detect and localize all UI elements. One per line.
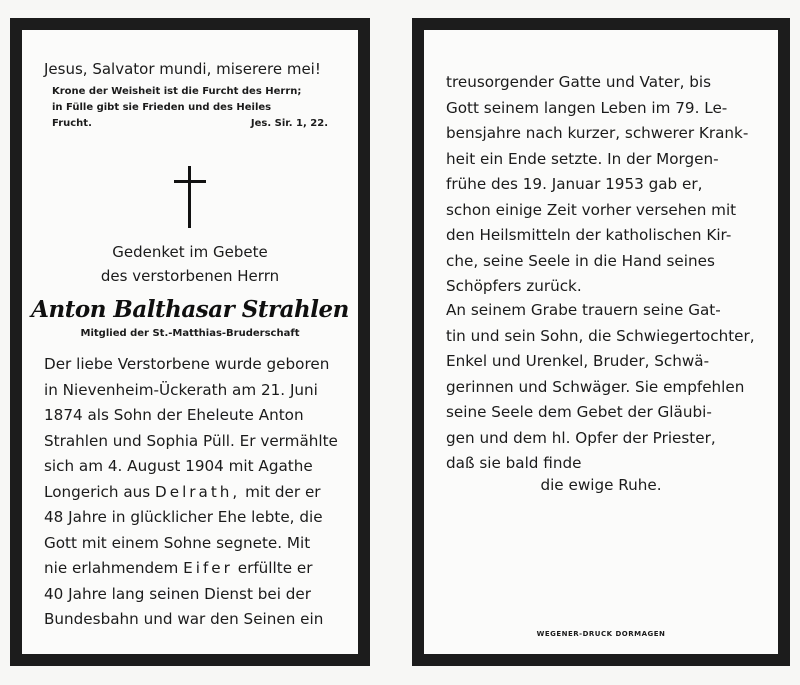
bio-text: erfüllte er — [237, 559, 313, 577]
right-page — [412, 18, 790, 666]
remembrance-text — [22, 240, 358, 288]
bio-line: in Nievenheim-Ückerath am 21. Juni — [44, 380, 318, 399]
bio-text: nie erlahmendem — [44, 559, 179, 577]
mourners-line: tin und sein Sohn, die Schwiegertochter, — [446, 326, 755, 345]
membership-text: Mitglied der St.-Matthias-Bruderschaft — [80, 328, 300, 339]
mourners-line: daß sie bald finde — [446, 454, 582, 472]
quote-line-2: in Fülle gibt sie Frieden und des Heiles — [52, 102, 272, 113]
bio-line: Gott mit einem Sohne segnete. Mit — [44, 533, 311, 552]
bio-line: frühe des 19. Januar 1953 gab er, — [446, 175, 703, 193]
mourners-text — [446, 298, 756, 477]
bio-line — [44, 556, 336, 582]
latin-cross-icon — [174, 166, 206, 228]
biography-continued — [446, 70, 756, 300]
bio-text: mit der er — [245, 482, 321, 501]
bio-line: Der liebe Verstorbene wurde geboren — [44, 355, 330, 373]
quote-line — [52, 84, 328, 100]
mourners-line: Enkel und Urenkel, Bruder, Schwä- — [446, 352, 710, 370]
deceased-name: Anton Balthasar Strahlen — [31, 296, 349, 323]
bio-line: Strahlen und Sophia Püll. Er vermählte — [44, 431, 338, 450]
remembrance-line-2: des verstorbenen Herrn — [100, 267, 280, 285]
closing-text: die ewige Ruhe. — [540, 476, 662, 494]
bio-line: den Heilsmitteln der katholischen Kir- — [446, 226, 732, 244]
bio-line: 1874 als Sohn der Eheleute Anton — [44, 406, 304, 424]
place-name: Delrath, — [155, 482, 241, 501]
quote-line-1: Krone der Weisheit ist die Furcht des Herrn; — [52, 86, 302, 97]
mourners-line: An seinem Grabe trauern seine Gat- — [446, 301, 721, 319]
bio-line: Gott seinem langen Leben im 79. Le- — [446, 98, 728, 117]
bio-line: heit ein Ende setzte. In der Morgen- — [446, 149, 719, 168]
bio-line: schon einige Zeit vorher versehen mit — [446, 200, 737, 219]
bio-line: Bundesbahn und war den Seinen ein — [44, 610, 324, 628]
bio-text: Longerich aus — [44, 482, 151, 501]
biography-text — [44, 352, 336, 633]
left-page — [10, 18, 370, 666]
remembrance-line-1: Gedenket im Gebete — [112, 243, 268, 261]
bio-line — [44, 480, 336, 506]
quote-line — [52, 116, 328, 132]
quote-line — [52, 100, 328, 116]
bio-line: Schöpfers zurück. — [446, 277, 582, 295]
bio-line: treusorgender Gatte und Vater, bis — [446, 73, 712, 91]
mourners-line: gen und dem hl. Opfer der Priester, — [446, 428, 716, 447]
bio-line: sich am 4. August 1904 mit Agathe — [44, 457, 313, 475]
emphasis-word: Eifer — [183, 559, 233, 577]
invocation-text: Jesus, Salvator mundi, miserere mei! — [44, 60, 321, 78]
printer-imprint: WEGENER-DRUCK DORMAGEN — [536, 630, 666, 638]
quote-reference: Jes. Sir. 1, 22. — [250, 118, 328, 129]
scripture-quote — [52, 84, 328, 132]
bio-line: 48 Jahre in glücklicher Ehe lebte, die — [44, 508, 323, 526]
bio-line: bensjahre nach kurzer, schwerer Krank- — [446, 124, 749, 142]
quote-line-3: Frucht. — [52, 118, 92, 129]
bio-line: 40 Jahre lang seinen Dienst bei der — [44, 584, 312, 603]
mourners-line: gerinnen und Schwäger. Sie empfehlen — [446, 377, 745, 396]
mourners-line: seine Seele dem Gebet der Gläubi- — [446, 403, 712, 421]
bio-line: che, seine Seele in die Hand seines — [446, 251, 715, 270]
